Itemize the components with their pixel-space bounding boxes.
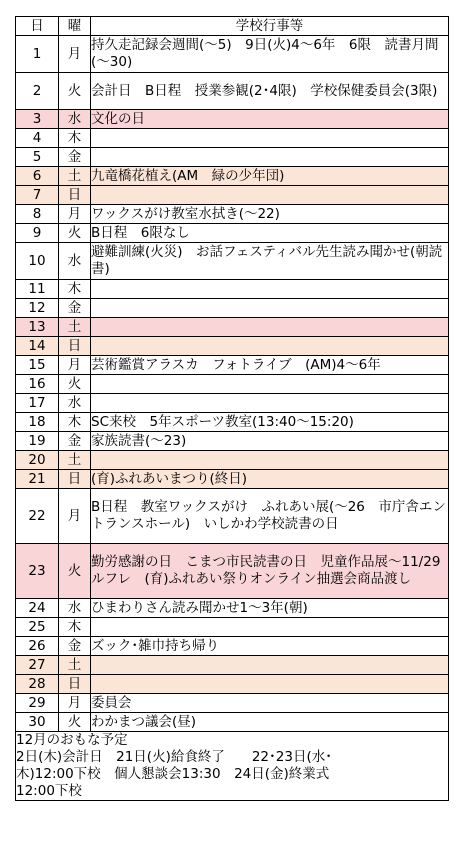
table-row (16, 432, 449, 451)
event-cell (91, 280, 449, 299)
event-cell: 文化の日 (91, 110, 449, 129)
weekday-cell: 土 (59, 318, 91, 337)
day-cell: 14 (16, 337, 59, 356)
table-row (16, 129, 449, 148)
table-row (16, 280, 449, 299)
table-row (16, 36, 449, 73)
event-cell (91, 148, 449, 167)
weekday-cell: 金 (59, 432, 91, 451)
day-cell: 21 (16, 470, 59, 489)
table-row (16, 318, 449, 337)
day-cell: 9 (16, 224, 59, 243)
table-row (16, 413, 449, 432)
day-cell: 10 (16, 243, 59, 280)
weekday-cell: 土 (59, 656, 91, 675)
calendar-body (16, 36, 454, 732)
day-cell: 4 (16, 129, 59, 148)
event-cell: 勤労感謝の日 こまつ市民読書の日 児童作品展～11/29 ルフレ (育)ふれあい祭りオンライン抽選会商品渡し (91, 544, 449, 599)
event-cell: わかまつ議会(昼) (91, 713, 449, 732)
weekday-cell: 水 (59, 394, 91, 413)
weekday-cell: 水 (59, 110, 91, 129)
weekday-cell: 火 (59, 224, 91, 243)
weekday-cell: 水 (59, 243, 91, 280)
table-row (16, 186, 449, 205)
day-cell: 24 (16, 599, 59, 618)
event-cell: B日程 教室ワックスがけ ふれあい展(～26 市庁舎エントランスホール) いしかわ学校読書の日 (91, 489, 449, 544)
event-cell: 芸術鑑賞アラスカ フォトライブ (AM)4～6年 (91, 356, 449, 375)
day-cell: 25 (16, 618, 59, 637)
day-cell: 2 (16, 73, 59, 110)
table-row (16, 167, 449, 186)
weekday-cell: 日 (59, 186, 91, 205)
event-cell (91, 318, 449, 337)
table-row (16, 694, 449, 713)
day-cell: 17 (16, 394, 59, 413)
table-row (16, 675, 449, 694)
day-cell: 13 (16, 318, 59, 337)
table-row (16, 73, 449, 110)
weekday-cell: 火 (59, 713, 91, 732)
table-row (16, 599, 449, 618)
event-cell (91, 129, 449, 148)
event-cell (91, 337, 449, 356)
event-cell (91, 394, 449, 413)
weekday-cell: 金 (59, 637, 91, 656)
table-row (16, 618, 449, 637)
event-cell (91, 451, 449, 470)
day-cell: 27 (16, 656, 59, 675)
event-cell: SC来校 5年スポーツ教室(13:40～15:20) (91, 413, 449, 432)
weekday-cell: 日 (59, 337, 91, 356)
table-row (16, 470, 449, 489)
day-cell: 18 (16, 413, 59, 432)
weekday-cell: 木 (59, 129, 91, 148)
day-cell: 12 (16, 299, 59, 318)
event-cell: ズック･雑巾持ち帰り (91, 637, 449, 656)
day-cell: 16 (16, 375, 59, 394)
table-row (16, 394, 449, 413)
day-cell: 30 (16, 713, 59, 732)
table-row (16, 637, 449, 656)
day-cell: 26 (16, 637, 59, 656)
weekday-cell: 木 (59, 413, 91, 432)
weekday-cell: 土 (59, 451, 91, 470)
table-row (16, 544, 449, 599)
day-cell: 28 (16, 675, 59, 694)
header-row (16, 17, 449, 36)
header-events: 学校行事等 (91, 17, 449, 36)
weekday-cell: 月 (59, 489, 91, 544)
event-cell (91, 656, 449, 675)
table-row (16, 299, 449, 318)
weekday-cell: 日 (59, 470, 91, 489)
day-cell: 5 (16, 148, 59, 167)
header-weekday: 曜 (59, 17, 91, 36)
event-cell: ひまわりさん読み聞かせ1～3年(朝) (91, 599, 449, 618)
day-cell: 20 (16, 451, 59, 470)
table-row (16, 243, 449, 280)
event-cell: B日程 6限なし (91, 224, 449, 243)
day-cell: 15 (16, 356, 59, 375)
weekday-cell: 火 (59, 73, 91, 110)
day-cell: 11 (16, 280, 59, 299)
table-row (16, 451, 449, 470)
weekday-cell: 金 (59, 299, 91, 318)
table-row (16, 375, 449, 394)
event-cell: ワックスがけ教室水拭き(～22) (91, 205, 449, 224)
weekday-cell: 月 (59, 36, 91, 73)
notes-line-2: 木)12:00下校 個人懇談会13:30 24日(金)終業式 (16, 766, 330, 782)
day-cell: 22 (16, 489, 59, 544)
weekday-cell: 水 (59, 599, 91, 618)
weekday-cell: 土 (59, 167, 91, 186)
day-cell: 6 (16, 167, 59, 186)
weekday-cell: 金 (59, 148, 91, 167)
weekday-cell: 日 (59, 675, 91, 694)
event-cell (91, 186, 449, 205)
notes-row (16, 732, 449, 801)
weekday-cell: 木 (59, 618, 91, 637)
table-row (16, 110, 449, 129)
school-events-calendar (15, 16, 454, 801)
notes-title: 12月のおもな予定 (16, 732, 128, 748)
table-row (16, 148, 449, 167)
day-cell: 8 (16, 205, 59, 224)
event-cell: 会計日 B日程 授業参観(2･4限) 学校保健委員会(3限) (91, 73, 449, 110)
table-row (16, 224, 449, 243)
weekday-cell: 月 (59, 205, 91, 224)
header-day: 日 (16, 17, 59, 36)
event-cell (91, 675, 449, 694)
event-cell (91, 618, 449, 637)
weekday-cell: 月 (59, 694, 91, 713)
table-row (16, 656, 449, 675)
event-cell: (育)ふれあいまつり(終日) (91, 470, 449, 489)
day-cell: 1 (16, 36, 59, 73)
event-cell (91, 375, 449, 394)
table-row (16, 489, 449, 544)
event-cell: 持久走記録会週間(～5) 9日(火)4～6年 6限 読書月間(～30) (91, 36, 449, 73)
day-cell: 7 (16, 186, 59, 205)
weekday-cell: 火 (59, 544, 91, 599)
event-cell: 家族読書(～23) (91, 432, 449, 451)
notes-line-1: 2日(木)会計日 21日(火)給食終了 22･23日(水･ (16, 749, 332, 765)
weekday-cell: 月 (59, 356, 91, 375)
table-row (16, 356, 449, 375)
december-notes (16, 732, 449, 801)
event-cell (91, 299, 449, 318)
weekday-cell: 木 (59, 280, 91, 299)
table-row (16, 713, 449, 732)
table-row (16, 337, 449, 356)
event-cell: 委員会 (91, 694, 449, 713)
day-cell: 29 (16, 694, 59, 713)
event-cell: 避難訓練(火災) お話フェスティバル先生読み聞かせ(朝読書) (91, 243, 449, 280)
day-cell: 23 (16, 544, 59, 599)
event-cell: 九竜橋花植え(AM 緑の少年団) (91, 167, 449, 186)
weekday-cell: 火 (59, 375, 91, 394)
table-row (16, 205, 449, 224)
notes-line-3: 12:00下校 (16, 783, 82, 799)
day-cell: 3 (16, 110, 59, 129)
day-cell: 19 (16, 432, 59, 451)
